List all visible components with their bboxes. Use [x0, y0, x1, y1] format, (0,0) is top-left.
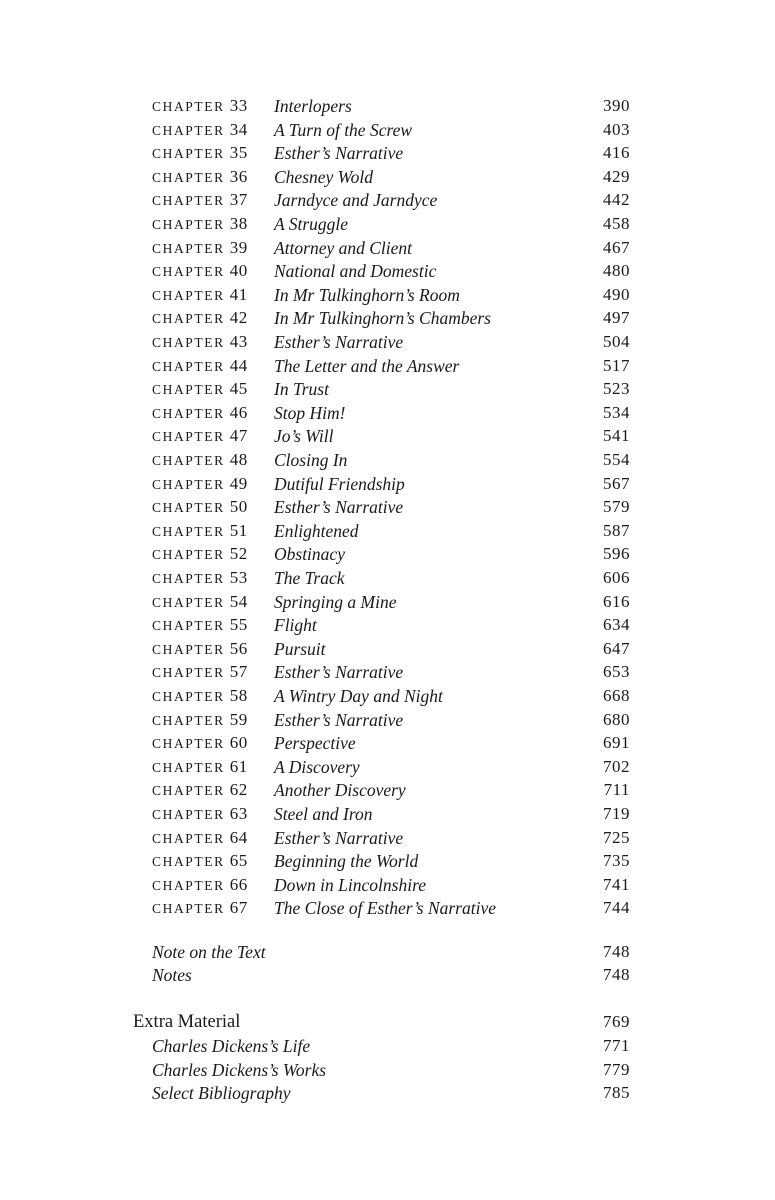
chapter-number: 56 [229, 638, 248, 658]
chapter-title: Another Discovery [274, 780, 406, 801]
chapter-prefix: CHAPTER [152, 571, 225, 586]
page-number: 725 [603, 827, 630, 847]
chapter-prefix: CHAPTER [152, 547, 225, 563]
chapter-prefix: CHAPTER [152, 689, 225, 704]
chapter-title: A Wintry Day and Night [274, 686, 443, 706]
chapter-label [152, 873, 248, 898]
chapter-title: A Turn of the Screw [274, 119, 413, 140]
page-number: 596 [603, 544, 630, 564]
chapter-prefix: CHAPTER [152, 429, 225, 445]
toc-chapter-row [0, 849, 775, 873]
page-number: 442 [603, 190, 630, 210]
chapter-label [152, 566, 248, 591]
toc-chapter-row [0, 306, 775, 330]
toc-chapter-row [0, 448, 775, 472]
chapter-label [152, 637, 248, 662]
chapter-label [152, 708, 248, 733]
chapter-number: 39 [229, 237, 248, 257]
extra-material-title: Select Bibliography [152, 1083, 291, 1104]
toc-chapter-row [0, 542, 775, 566]
toc-chapter-row [0, 660, 775, 684]
chapter-prefix: CHAPTER [152, 358, 225, 374]
chapter-prefix: CHAPTER [152, 807, 225, 822]
chapter-title: In Trust [274, 379, 329, 400]
chapter-label [152, 330, 248, 355]
chapter-prefix: CHAPTER [152, 193, 225, 209]
chapter-title: Down in Lincolnshire [274, 874, 426, 895]
chapter-label [152, 802, 248, 827]
chapter-title: Steel and Iron [274, 804, 373, 824]
chapter-title: Pursuit [274, 638, 326, 659]
chapter-label [152, 613, 248, 638]
page-number: 416 [603, 143, 630, 163]
chapter-prefix: CHAPTER [152, 169, 225, 185]
chapter-title: National and Domestic [274, 261, 437, 282]
chapter-label [152, 236, 248, 261]
chapter-number: 44 [229, 355, 248, 375]
extra-material-row [0, 1081, 775, 1105]
chapter-label [152, 778, 248, 803]
toc-chapter-row [0, 731, 775, 755]
toc-chapter-row [0, 684, 775, 708]
back-matter-title: Note on the Text [152, 942, 266, 962]
chapter-number: 45 [229, 379, 248, 399]
back-matter-title: Notes [152, 965, 192, 985]
chapter-number: 58 [229, 686, 248, 705]
extra-material-row [0, 1034, 775, 1058]
chapter-title: Chesney Wold [274, 166, 373, 187]
toc-back-matter-row [0, 940, 775, 964]
page-number: 719 [603, 804, 630, 823]
page-number: 467 [603, 237, 630, 257]
toc-chapter-row [0, 118, 775, 142]
chapter-title: Esther’s Narrative [274, 662, 404, 683]
toc-chapter-row [0, 141, 775, 165]
chapter-label [152, 472, 248, 497]
chapter-label [152, 259, 248, 284]
toc-chapter-row [0, 873, 775, 897]
chapter-label [152, 849, 248, 874]
page-number: 606 [603, 568, 630, 587]
chapter-prefix: CHAPTER [152, 99, 225, 114]
chapter-number: 57 [229, 662, 248, 682]
chapter-number: 55 [229, 615, 248, 635]
page-number: 504 [603, 332, 630, 351]
chapter-title: Esther’s Narrative [274, 332, 404, 352]
chapter-title: Esther’s Narrative [274, 497, 404, 518]
chapter-label [152, 590, 248, 615]
chapter-number: 65 [229, 851, 248, 871]
chapter-label [152, 448, 248, 473]
page-number: 554 [603, 450, 630, 469]
chapter-title: Springing a Mine [274, 591, 397, 612]
toc-chapter-row [0, 802, 775, 826]
chapter-title: Esther’s Narrative [274, 143, 404, 164]
chapter-label [152, 401, 248, 426]
chapter-title: The Close of Esther’s Narrative [274, 898, 496, 919]
chapter-prefix: CHAPTER [152, 830, 225, 846]
chapter-number: 40 [229, 261, 248, 281]
chapter-prefix: CHAPTER [152, 594, 225, 610]
chapter-prefix: CHAPTER [152, 382, 225, 398]
chapter-number: 47 [229, 426, 248, 446]
toc-chapter-row [0, 590, 775, 614]
chapter-title: Interlopers [274, 96, 352, 116]
page-number: 534 [603, 402, 630, 422]
toc-chapter-row [0, 330, 775, 354]
chapter-prefix: CHAPTER [152, 405, 225, 421]
page-number: 702 [603, 756, 630, 776]
toc-chapter-row [0, 283, 775, 307]
chapter-title: Jarndyce and Jarndyce [274, 190, 438, 211]
chapter-title: The Letter and the Answer [274, 355, 460, 376]
chapter-number: 67 [229, 898, 248, 918]
toc-chapter-row [0, 778, 775, 802]
chapter-prefix: CHAPTER [152, 618, 225, 634]
chapter-title: Perspective [274, 733, 356, 754]
chapter-number: 50 [229, 497, 248, 517]
chapter-number: 36 [229, 166, 248, 186]
chapter-number: 38 [229, 214, 248, 233]
chapter-prefix: CHAPTER [152, 783, 225, 799]
chapter-label [152, 660, 248, 685]
chapter-number: 46 [229, 402, 248, 422]
page-number: 741 [603, 874, 630, 894]
chapter-number: 61 [229, 756, 248, 776]
toc-back-matter-row [0, 963, 775, 987]
chapter-prefix: CHAPTER [152, 146, 225, 162]
chapter-number: 63 [229, 804, 248, 823]
chapter-number: 34 [229, 119, 248, 139]
toc-chapter-row [0, 495, 775, 519]
page-number: 490 [603, 284, 630, 304]
page-number: 668 [603, 686, 630, 705]
chapter-title: Esther’s Narrative [274, 709, 404, 730]
chapter-label [152, 306, 248, 331]
chapter-label [152, 542, 248, 567]
page-number: 579 [603, 497, 630, 517]
chapter-label [152, 684, 248, 709]
chapter-title: Obstinacy [274, 544, 345, 565]
page-number: 390 [603, 96, 630, 115]
toc-chapter-row [0, 401, 775, 425]
chapter-number: 54 [229, 591, 248, 611]
page-number: 458 [603, 214, 630, 233]
toc-chapter-row [0, 94, 775, 118]
chapter-number: 52 [229, 544, 248, 564]
page-number: 711 [603, 780, 630, 800]
chapter-number: 64 [229, 827, 248, 847]
page-number: 634 [603, 615, 630, 635]
page-number: 785 [603, 1083, 630, 1103]
page-number: 429 [603, 166, 630, 186]
chapter-prefix: CHAPTER [152, 217, 225, 232]
page-number: 744 [603, 898, 630, 918]
toc-chapter-row [0, 212, 775, 236]
chapter-label [152, 377, 248, 402]
toc-chapter-row [0, 236, 775, 260]
extra-material-title: Charles Dickens’s Life [152, 1036, 311, 1056]
page-number: 771 [603, 1036, 630, 1055]
chapter-title: A Struggle [274, 214, 349, 234]
chapter-prefix: CHAPTER [152, 335, 225, 350]
chapter-number: 53 [229, 568, 248, 587]
chapter-label [152, 141, 248, 166]
extra-material-title: Charles Dickens’s Works [152, 1059, 327, 1080]
toc-chapter-row [0, 566, 775, 590]
chapter-number: 49 [229, 473, 248, 493]
toc-chapter-row [0, 708, 775, 732]
chapter-label [152, 755, 248, 780]
toc-chapter-row [0, 755, 775, 779]
page-number: 403 [603, 119, 630, 139]
page-number: 517 [603, 355, 630, 375]
chapter-prefix: CHAPTER [152, 641, 225, 657]
chapter-title: The Track [274, 568, 345, 588]
toc-chapter-row [0, 472, 775, 496]
chapter-title: Esther’s Narrative [274, 827, 404, 848]
chapter-prefix: CHAPTER [152, 311, 225, 327]
chapter-title: In Mr Tulkinghorn’s Room [274, 284, 460, 305]
chapter-title: Dutiful Friendship [274, 473, 405, 494]
chapter-label [152, 165, 248, 190]
chapter-title: Flight [274, 615, 317, 636]
toc-chapter-row [0, 354, 775, 378]
chapter-title: Enlightened [274, 520, 359, 541]
page-number: 497 [603, 308, 630, 328]
page-number: 779 [603, 1059, 630, 1079]
chapter-title: A Discovery [274, 756, 360, 777]
toc-chapter-row [0, 165, 775, 189]
chapter-label [152, 283, 248, 308]
chapter-title: In Mr Tulkinghorn’s Chambers [274, 308, 491, 329]
toc-chapter-row [0, 613, 775, 637]
extra-material-row [0, 1058, 775, 1082]
chapter-number: 48 [229, 450, 248, 469]
chapter-label [152, 424, 248, 449]
chapter-prefix: CHAPTER [152, 712, 225, 728]
chapter-title: Jo’s Will [274, 426, 334, 447]
chapter-label [152, 826, 248, 851]
page-number: 480 [603, 261, 630, 281]
page-number: 748 [603, 965, 630, 984]
toc-chapter-row [0, 637, 775, 661]
chapter-label [152, 731, 248, 756]
chapter-title: Stop Him! [274, 402, 346, 423]
extra-material-heading-row [0, 1010, 775, 1034]
chapter-prefix: CHAPTER [152, 122, 225, 138]
page-number: 691 [603, 733, 630, 753]
page-number: 616 [603, 591, 630, 611]
toc-chapter-row [0, 259, 775, 283]
extra-material-heading: Extra Material [133, 1012, 241, 1032]
page-number: 735 [603, 851, 630, 871]
chapter-prefix: CHAPTER [152, 476, 225, 492]
chapter-number: 62 [229, 780, 248, 800]
chapter-number: 37 [229, 190, 248, 210]
chapter-prefix: CHAPTER [152, 287, 225, 303]
chapter-prefix: CHAPTER [152, 500, 225, 516]
toc-chapter-row [0, 896, 775, 920]
chapter-label [152, 188, 248, 213]
chapter-number: 66 [229, 874, 248, 894]
toc-chapter-row [0, 519, 775, 543]
page-number: 541 [603, 426, 630, 446]
chapter-prefix: CHAPTER [152, 240, 225, 256]
chapter-prefix: CHAPTER [152, 264, 225, 280]
chapter-label [152, 94, 248, 119]
chapter-number: 60 [229, 733, 248, 753]
page-number: 653 [603, 662, 630, 682]
chapter-prefix: CHAPTER [152, 665, 225, 681]
toc-chapter-row [0, 188, 775, 212]
chapter-number: 59 [229, 709, 248, 729]
page-number: 523 [603, 379, 630, 399]
chapter-label [152, 212, 248, 237]
toc-chapter-row [0, 826, 775, 850]
chapter-number: 51 [229, 520, 248, 540]
chapter-label [152, 519, 248, 544]
chapter-number: 41 [229, 284, 248, 304]
chapter-title: Closing In [274, 450, 348, 470]
chapter-prefix: CHAPTER [152, 877, 225, 893]
chapter-label [152, 118, 248, 143]
chapter-label [152, 495, 248, 520]
page-number: 567 [603, 473, 630, 493]
chapter-prefix: CHAPTER [152, 901, 225, 917]
chapter-number: 42 [229, 308, 248, 328]
page-number: 647 [603, 638, 630, 658]
chapter-prefix: CHAPTER [152, 759, 225, 775]
chapter-prefix: CHAPTER [152, 854, 225, 870]
toc-chapter-row [0, 377, 775, 401]
page-number: 748 [603, 942, 630, 961]
page-number: 769 [603, 1012, 630, 1031]
chapter-number: 33 [229, 96, 248, 115]
chapter-label [152, 896, 248, 921]
chapter-number: 43 [229, 332, 248, 351]
chapter-number: 35 [229, 143, 248, 163]
chapter-label [152, 354, 248, 379]
chapter-title: Beginning the World [274, 851, 419, 872]
page-number: 587 [603, 520, 630, 540]
chapter-title: Attorney and Client [274, 237, 413, 258]
toc-chapter-row [0, 424, 775, 448]
chapter-prefix: CHAPTER [152, 736, 225, 752]
chapter-prefix: CHAPTER [152, 523, 225, 539]
chapter-prefix: CHAPTER [152, 453, 225, 468]
page-number: 680 [603, 709, 630, 729]
